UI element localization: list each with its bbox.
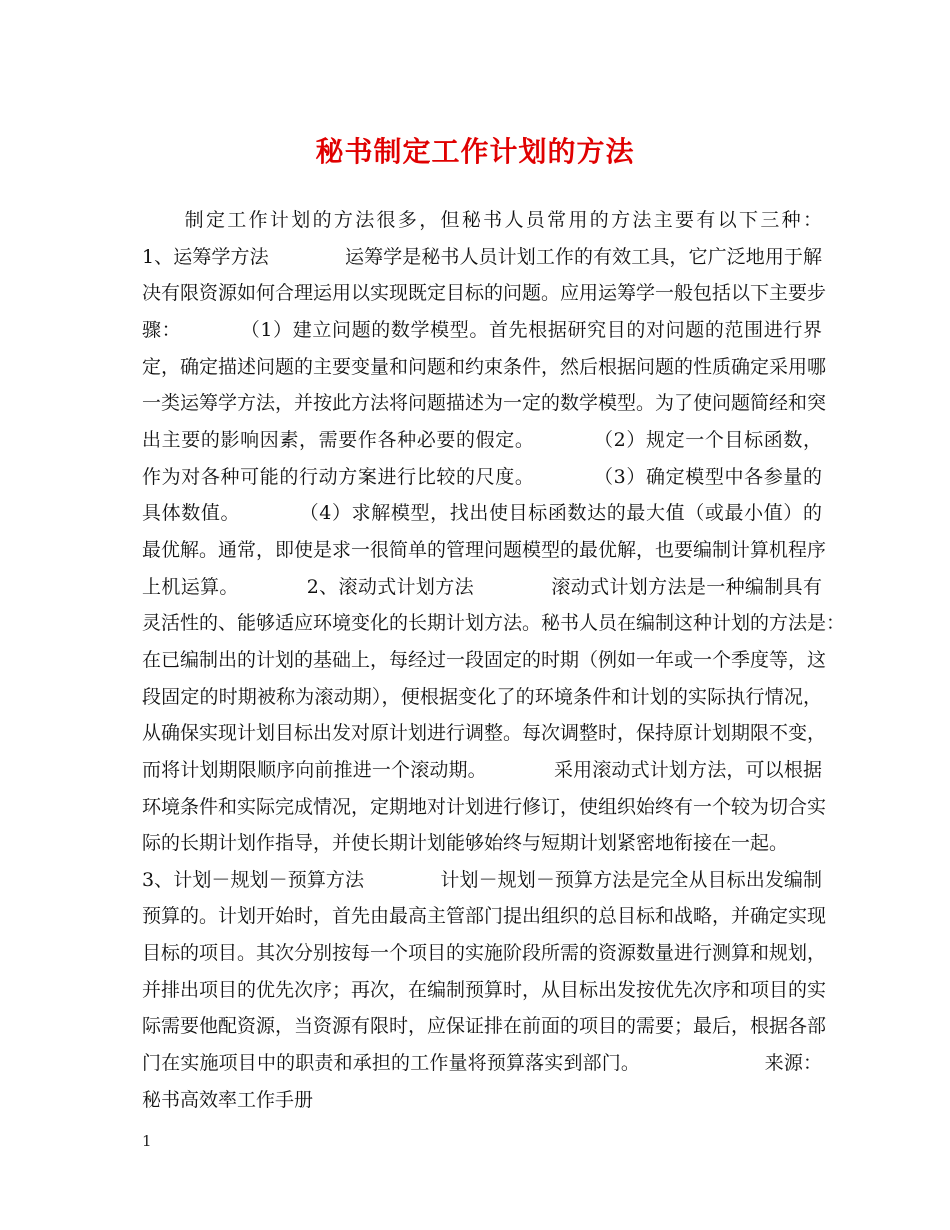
body-line: 作为对各种可能的行动方案进行比较的尺度。 （3）确定模型中各参量的 <box>142 465 822 488</box>
body-line: 环境条件和实际完成情况，定期地对计划进行修订，使组织始终有一个较为切合实 <box>142 795 827 818</box>
body-line: 秘书高效率工作手册 <box>142 1088 314 1111</box>
body-line: 具体数值。 （4）求解模型，找出使目标函数达的最大值（或最小值）的 <box>142 502 822 525</box>
body-line: 灵活性的、能够适应环境变化的长期计划方法。秘书人员在编制这种计划的方法是： <box>142 612 846 635</box>
body-line: 从确保实现计划目标出发对原计划进行调整。每次调整时，保持原计划期限不变， <box>142 722 827 745</box>
body-line: 骤： （1）建立问题的数学模型。首先根据研究目的对问题的范围进行界 <box>142 318 822 341</box>
body-line: 一类运筹学方法，并按此方法将问题描述为一定的数学模型。为了使问题简经和突 <box>142 392 827 415</box>
body-line: 际需要他配资源，当资源有限时，应保证排在前面的项目的需要；最后，根据各部 <box>142 1015 827 1038</box>
body-line: 出主要的影响因素，需要作各种必要的假定。 （2）规定一个目标函数， <box>142 428 822 451</box>
body-line: 1、运筹学方法 运筹学是秘书人员计划工作的有效工具，它广泛地用于解 <box>142 245 822 268</box>
body-line: 3、计划－规划－预算方法 计划－规划－预算方法是完全从目标出发编制 <box>142 868 822 891</box>
body-line: 定，确定描述问题的主要变量和问题和约束条件，然后根据问题的性质确定采用哪 <box>142 355 827 378</box>
body-line: 际的长期计划作指导，并使长期计划能够始终与短期计划紧密地衔接在一起。 <box>142 832 789 855</box>
body-line: 最优解。通常，即使是求一很简单的管理问题模型的最优解，也要编制计算机程序 <box>142 538 827 561</box>
body-line: 制定工作计划的方法很多，但秘书人员常用的方法主要有以下三种： <box>142 209 822 231</box>
body-line: 上机运算。 2、滚动式计划方法 滚动式计划方法是一种编制具有 <box>142 575 822 598</box>
body-line: 决有限资源如何合理运用以实现既定目标的问题。应用运筹学一般包括以下主要步 <box>142 282 827 305</box>
document-body <box>142 202 846 1118</box>
body-line: 在已编制出的计划的基础上，每经过一段固定的时期（例如一年或一个季度等，这 <box>142 648 827 671</box>
body-line: 段固定的时期被称为滚动期），便根据变化了的环境条件和计划的实际执行情况， <box>142 685 822 708</box>
body-line: 门在实施项目中的职责和承担的工作量将预算落实到部门。 来源： <box>142 1052 822 1075</box>
document-title: 秘书制定工作计划的方法 <box>315 135 635 168</box>
body-line: 预算的。计划开始时，首先由最高主管部门提出组织的总目标和战略，并确定实现 <box>142 905 827 928</box>
body-line: 目标的项目。其次分别按每一个项目的实施阶段所需的资源数量进行测算和规划， <box>142 942 827 965</box>
page-number: 1 <box>142 1132 152 1150</box>
body-line: 而将计划期限顺序向前推进一个滚动期。 采用滚动式计划方法，可以根据 <box>142 758 822 781</box>
body-line: 并排出项目的优先次序；再次，在编制预算时，从目标出发按优先次序和项目的实 <box>142 978 827 1001</box>
